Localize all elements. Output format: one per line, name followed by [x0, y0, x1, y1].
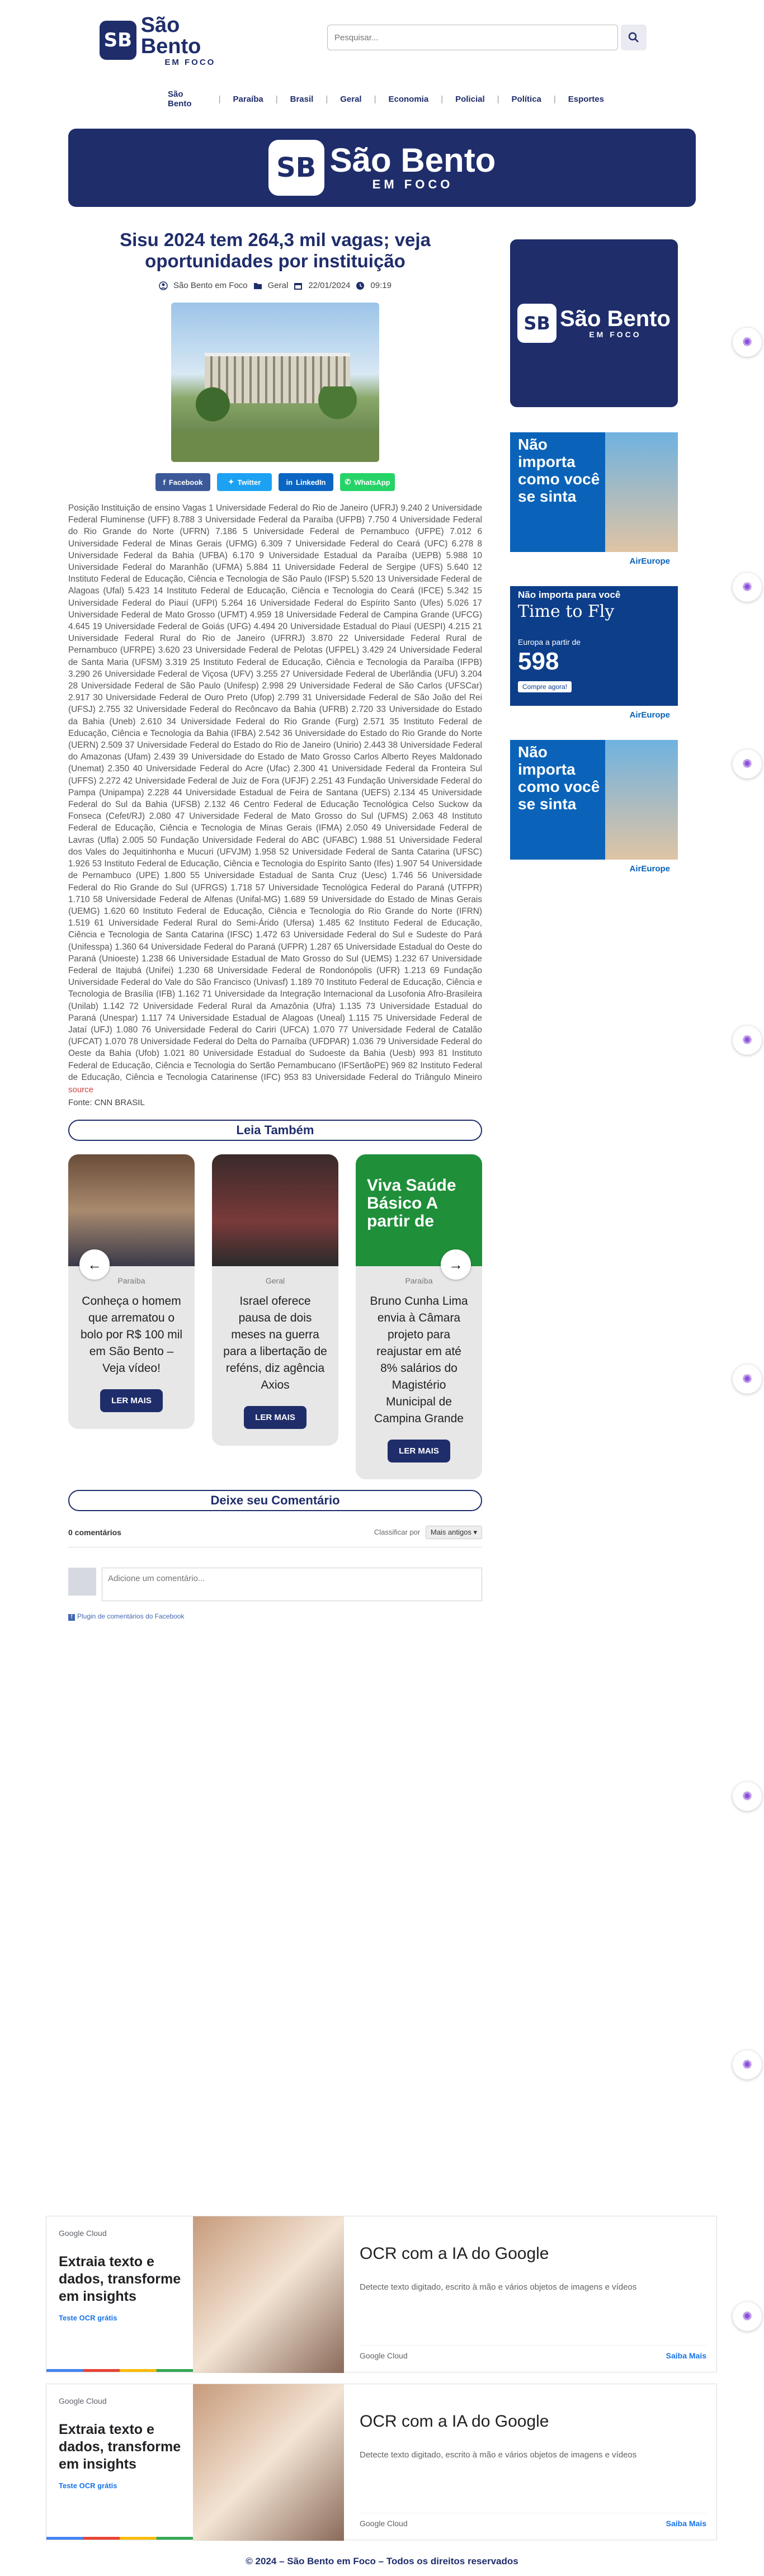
site-logo[interactable]: [100, 13, 239, 67]
comments-count: 0 comentários: [68, 1528, 121, 1537]
logo-sub: EM FOCO: [164, 57, 216, 67]
ad-headline: Extraia texto e dados, transforme em insights: [59, 2254, 181, 2304]
brain-icon: ✺: [742, 580, 753, 594]
comments-toolbar: [68, 1526, 482, 1548]
search-input[interactable]: [327, 25, 618, 50]
search-button[interactable]: [621, 25, 647, 50]
nav-item[interactable]: Policial: [455, 94, 485, 104]
sort-label: Classificar por: [374, 1528, 421, 1536]
search-icon: [628, 32, 639, 43]
read-more-button[interactable]: LER MAIS: [100, 1389, 163, 1412]
ad-label: Google Cloud: [59, 2396, 107, 2405]
ad-label: Google Cloud: [59, 2229, 107, 2238]
category[interactable]: Geral: [267, 281, 289, 290]
sort-select[interactable]: Mais antigos ▾: [426, 1526, 482, 1539]
arrow-right-icon: →: [449, 1256, 463, 1273]
share-facebook-button[interactable]: f Facebook: [155, 473, 210, 491]
nav-item[interactable]: Esportes: [568, 94, 604, 104]
calendar-icon: [294, 281, 303, 290]
banner-name: São Bento: [329, 141, 496, 179]
user-icon: [159, 281, 168, 290]
ad-headline: Extraia texto e dados, transforme em insights: [59, 2422, 181, 2472]
nav-item[interactable]: Política: [511, 94, 541, 104]
author[interactable]: São Bento em Foco: [173, 281, 248, 290]
banner-sub: EM FOCO: [372, 177, 454, 191]
share-linkedin-button[interactable]: in LinkedIn: [279, 473, 333, 491]
related-carousel: [68, 1154, 482, 1490]
ad-image: [193, 2384, 344, 2541]
sidebar-logo[interactable]: SB São Bento EM FOCO: [510, 239, 678, 407]
floating-widget-button[interactable]: [733, 573, 762, 602]
nav-item[interactable]: Paraíba: [233, 94, 263, 104]
comment-composer: [68, 1568, 482, 1601]
brain-icon: ✺: [742, 757, 753, 771]
ad-cta[interactable]: Teste OCR grátis: [59, 2314, 117, 2322]
carousel-prev-button[interactable]: [79, 1249, 110, 1280]
fb-plugin-link[interactable]: f Plugin de comentários do Facebook: [68, 1612, 482, 1621]
article-title: Sisu 2024 tem 264,3 mil vagas; veja oportunidades por instituição: [120, 229, 431, 271]
banner-badge: SB: [268, 140, 324, 196]
carousel-next-button[interactable]: [441, 1249, 471, 1280]
learn-more-link[interactable]: Saiba Mais: [666, 2351, 706, 2360]
related-category: Paraíba: [405, 1276, 433, 1285]
related-title[interactable]: Conheça o homem que arrematou o bolo por R$ 100 mil em São Bento – Veja vídeo!: [80, 1295, 183, 1375]
header-banner[interactable]: [68, 129, 696, 207]
linkedin-icon: in: [286, 478, 293, 487]
related-title[interactable]: Bruno Cunha Lima envia à Câmara projeto para reajustar em até 8% salários do Magistério Municipal de Campina Grande: [370, 1295, 468, 1425]
nav-item[interactable]: São Bento: [168, 89, 192, 108]
folder-icon: [253, 281, 262, 290]
site-header: [0, 0, 764, 129]
date: 22/01/2024: [308, 281, 351, 290]
article-body: Posição Instituição de ensino Vagas 1 Universidade Federal do Rio de Janeiro (UFRJ) 9.240 2 Universidade Federal Fluminense (UFF) 8.788 3 Universidade Federal da Paraíba (UFPB) 7.750 4 Universidade Federal do Rio Grande do Norte (UFRN) 7.186 5 Universidade Federal de Pernambuco (UFPE) 7.012 6 Universidade Federal de Minas Gerais (UFMG) 6.309 7 Universidade Federal do Ceará (UFC) 6.278 8 Universidade Federal da Bahia (UFBA) 6.170 9 Universidade Estadual da Paraíba (UEPB) 5.988 10 Universidade Federal do Maranhão (UFMA) 5.884 11 Universidade Federal de Sergipe (UFS) 5.640 12 Instituto Federal de Educação, Ciência e Tecnologia de São Paulo (IFSP) 5.520 13 Universidade Federal de Alagoas (Ufal) 5.423 14 Instituto Federal de Educação, Ciência e Tecnologia do Ceará (IFCE) 5.342 15 Universidade Federal do Piauí (UFPI) 5.264 16 Universidade Federal do Espírito Santo (Ufes) 5.026 17 Universidade Federal de Mato Grosso (UFMT) 4.959 18 Universidade Federal de Campina Grande (UFCG) 4.645 19 Universidade Federal de Goiás (UFG) 4.494 20 Universidade Estadual do Piauí (UESPI) 4.215 21 Universidade Federal Rural do Rio de Janeiro (UFRRJ) 3.870 22 Universidade Federal Rural de Pernambuco (UFRPE) 3.620 23 Universidade Federal de Pelotas (UFPEL) 3.429 24 Universidade Federal de Santa Maria (UFSM) 3.319 25 Instituto Federal de Educação, Ciência e Tecnologia da Paraíba (IFPB) 3.290 26 Universidade Federal de Viçosa (UFV) 3.255 27 Universidade Federal de Uberlândia (UFU) 3.204 28 Universidade Federal de São Paulo (Unifesp) 2.998 29 Universidade Federal de São Carlos (UFSCar) 2.917 30 Universidade Federal de Ouro Preto (Ufop) 2.799 31 Universidade Federal de São João del Rei (UFSJ) 2.755 32 Universidade Federal do Recôncavo da Bahia (UFRB) 2.720 33 Universidade do Estado da Bahia (Uneb) 2.610 34 Universidade Federal do Rio Grande (Furg) 2.571 35 Instituto Federal de Educação, Ciência e Tecnologia da Bahia (IFBA) 2.542 36 Universidade do Estado do Rio Grande do Norte (UERN) 2.509 37 Universidade Federal do Estado do Rio de Janeiro (Unirio) 2.443 38 Universidade Federal do Amazonas (Ufam) 2.439 39 Universidade do Estado de Mato Grosso Carlos Alberto Reyes Maldonado (Unemat) 2.350 40 Universidade Federal do Acre (Ufac) 2.300 41 Universidade Federal da Fronteira Sul (UFFS) 2.272 42 Universidade Federal de Juiz de Fora (UFJF) 2.251 43 Fundação Universidade Federal do Pampa (Unipampa) 2.228 44 Universidade Estadual de Feira de Santana (UEFS) 2.134 45 Universidade Federal do Sul da Bahia (UFSB) 2.132 46 Centro Federal de Educação Tecnológica Celso Suckow da Fonseca (Cefet/RJ) 2.080 47 Universidade Federal de Mato Grosso do Sul (UFMS) 2.063 48 Instituto Federal de Educação, Ciência e Tecnologia de Minas Gerais (IFMA) 2.050 49 Universidade Federal de Lavras (Ufla) 2.005 50 Fundação Universidade Federal do ABC (UFABC) 1.988 51 Universidade Federal dos Vales do Jequitinhonha e Mucuri (UFVJM) 1.958 52 Universidade Federal de Santa Catarina (UFSC) 1.926 53 Instituto Federal de Educação, Ciência e Tecnologia do Espírito Santo (Ifes) 1.907 54 Universidade de Pernambuco (UPE) 1.800 55 Universidade Estadual de Santa Cruz (Uesc) 1.746 56 Universidade Federal do Rio Grande do Sul (UFRGS) 1.718 57 Universidade Tecnológica Federal do Paraná (UTFPR) 1.710 58 Universidade Federal de Alfenas (Unifal-MG) 1.689 59 Universidade do Estado de Minas Gerais (UEMG) 1.620 60 Instituto Federal de Educação, Ciência e Tecnologia do Rio Grande do Norte (IFRN) 1.519 61 Universidade Federal Rural do Semi-Árido (Ufersa) 1.485 62 Instituto Federal de Educação, Ciência e Tecnologia de Santa Catarina (IFSC) 1.472 63 Universidade Federal do Sul e Sudeste do Pará (Unifesspa) 1.360 64 Universidade Federal do Paraná (UFPR) 1.287 65 Universidade Estadual do Oeste do Paraná (Unioeste) 1.238 66 Universidade Estadual de Mato Grosso do Sul (UEMS) 1.232 67 Universidade Federal de Itajubá (Unifei) 1.230 68 Universidade Federal de Rondonópolis (UFR) 1.213 69 Fundação Universidade Federal do Vale do São Francisco (Univasf) 1.189 70 Instituto Federal de Educação, Ciência e Tecnologia de Brasília (IFB) 1.162 71 Universidade da Integração Internacional da Lusofonia Afro-Brasileira (Unilab) 1.142 72 Universidade Federal Rural da Amazônia (Ufra) 1.135 73 Universidade Estadual do Paraná (Unespar) 1.117 74 Universidade Estadual de Alagoas (Uneal) 1.115 75 Universidade Federal de Jataí (UFJ) 1.080 76 Universidade Federal do Cariri (UFCA) 1.070 77 Universidade Federal de Catalão (UFCAT) 1.070 78 Universidade Federal do Delta do Parnaíba (UFDPAR) 1.036 79 Universidade Federal do Oeste da Bahia (Ufob) 1.021 80 Universidade Estadual do Sudoeste da Bahia (Uesb) 993 81 Instituto Federal de Educação, Ciência e Tecnologia do Sertão Pernambucano (IFSertãoPE) 969 82 Instituto Federal de Educação, Ciência e Tecnologia Catarinense (IFC) 953 83 Universidade Federal do Triângulo Mineiro: [68, 503, 482, 1082]
floating-widget-button[interactable]: [733, 1365, 762, 1394]
logo-name: São Bento: [140, 13, 201, 58]
whatsapp-icon: ✆: [345, 478, 351, 486]
related-card[interactable]: [68, 1154, 195, 1429]
comments-heading: Deixe seu Comentário: [68, 1490, 482, 1511]
source-link[interactable]: source: [68, 1085, 94, 1094]
article-image: [171, 303, 379, 462]
related-card[interactable]: [212, 1154, 338, 1446]
related-card[interactable]: [356, 1154, 482, 1479]
brain-icon: ✺: [742, 335, 753, 349]
clock-icon: [356, 281, 365, 290]
related-image: Viva Saúde Básico A partir de: [356, 1154, 482, 1266]
brain-icon: ✺: [742, 2309, 753, 2323]
related-category: Paraíba: [117, 1276, 145, 1285]
related-image: [68, 1154, 195, 1266]
sidebar-ad[interactable]: Não importa como você se sinta AirEurope: [510, 432, 678, 572]
brain-icon: ✺: [742, 1372, 753, 1386]
google-ad[interactable]: Google Cloud Extraia texto e dados, transforme em insights Teste OCR grátis OCR com a IA do Google Detecte texto digitado, escrito à mão e vários objetos de imagens e vídeos Google Cloud Saiba Mais: [46, 2384, 717, 2540]
read-more-button[interactable]: LER MAIS: [388, 1440, 450, 1462]
floating-widget-button[interactable]: [733, 2302, 762, 2331]
ad-cta[interactable]: Teste OCR grátis: [59, 2481, 117, 2490]
nav-item[interactable]: Economia: [388, 94, 429, 104]
brain-icon: ✺: [742, 2058, 753, 2072]
floating-widget-button[interactable]: [733, 1026, 762, 1055]
main-nav: São Bento | Paraíba | Brasil | Geral | Economia | Policial | Política | Esportes: [168, 89, 604, 108]
facebook-icon: f: [68, 1614, 75, 1621]
facebook-icon: f: [163, 478, 166, 487]
ad-title: OCR com a IA do Google: [360, 2412, 549, 2431]
learn-more-link[interactable]: Saiba Mais: [666, 2519, 706, 2528]
read-more-button[interactable]: LER MAIS: [244, 1406, 306, 1429]
ad-title: OCR com a IA do Google: [360, 2244, 549, 2263]
comment-input[interactable]: [102, 1568, 482, 1601]
sidebar-ad[interactable]: Não importa como você se sinta AirEurope: [510, 740, 678, 880]
avatar: [68, 1568, 96, 1596]
brain-icon: ✺: [742, 1033, 753, 1047]
nav-item[interactable]: Brasil: [290, 94, 314, 104]
ad-desc: Detecte texto digitado, escrito à mão e vários objetos de imagens e vídeos: [360, 2282, 637, 2292]
sidebar: [510, 239, 678, 894]
google-ad[interactable]: Google Cloud Extraia texto e dados, transforme em insights Teste OCR grátis OCR com a IA do Google Detecte texto digitado, escrito à mão e vários objetos de imagens e vídeos Google Cloud Saiba Mais: [46, 2216, 717, 2372]
related-title[interactable]: Israel oferece pausa de dois meses na guerra para a libertação de reféns, diz agência Axios: [223, 1295, 327, 1391]
ad-desc: Detecte texto digitado, escrito à mão e vários objetos de imagens e vídeos: [360, 2450, 637, 2460]
related-category: Geral: [265, 1276, 285, 1285]
source-credit: Fonte: CNN BRASIL: [68, 1098, 145, 1107]
floating-widget-button[interactable]: [733, 1782, 762, 1811]
share-bar: [68, 473, 482, 491]
floating-widget-button[interactable]: [733, 2050, 762, 2079]
arrow-left-icon: ←: [87, 1256, 102, 1273]
article-meta: [68, 281, 482, 290]
ad-image: [193, 2216, 344, 2373]
footer: © 2024 – São Bento em Foco – Todos os direitos reservados: [246, 2556, 518, 2566]
share-whatsapp-button[interactable]: ✆ WhatsApp: [340, 473, 395, 491]
twitter-icon: ✦: [228, 478, 234, 486]
nav-item[interactable]: Geral: [340, 94, 362, 104]
sidebar-ad[interactable]: Não importa para você Time to Fly Europa a partir de 598 Compre agora! AirEurope: [510, 586, 678, 726]
floating-widget-button[interactable]: [733, 328, 762, 357]
time: 09:19: [370, 281, 392, 290]
logo-badge: SB: [100, 21, 136, 60]
brain-icon: ✺: [742, 1789, 753, 1803]
floating-widget-button[interactable]: [733, 749, 762, 779]
article: [68, 229, 482, 1621]
share-twitter-button[interactable]: ✦ Twitter: [217, 473, 272, 491]
related-image: [212, 1154, 338, 1266]
related-heading: Leia Também: [68, 1120, 482, 1141]
